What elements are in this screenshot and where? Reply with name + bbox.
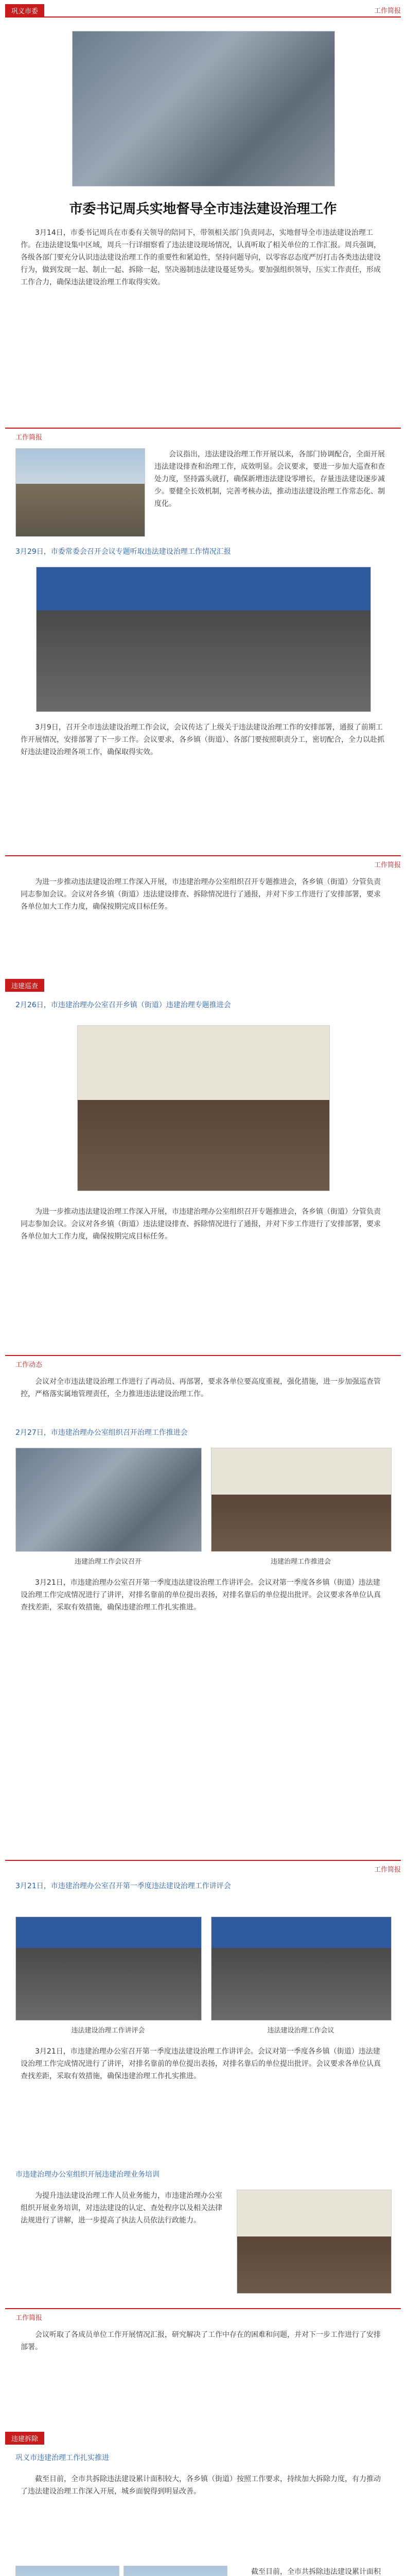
- section-text: 会议指出，违法建设治理工作开展以来，各部门协调配合，全面开展违法建设排查和治理工作，成效明显。会议要求，要进一步加大巡查和查处力度，坚持露头就打，确保新增违法建设零增长，存量违法建设逐步减少。要健全长效机制，完善考核办法，推动违法建设治理工作常态化、制度化。: [154, 450, 385, 508]
- section-label: 工作简报: [15, 434, 43, 442]
- section-divider: [5, 855, 401, 856]
- section-label: 工作动态: [15, 1361, 43, 1369]
- header-divider: [5, 16, 401, 18]
- section-subtitle: 3月21日，市违建治理办公室召开第一季度违法建设治理工作讲评会: [15, 1882, 231, 1890]
- section-text: 3月21日，市违建治理办公室召开第一季度违法建设治理工作讲评会。会议对第一季度各乡镇（街道）违法建设治理工作完成情况进行了讲评，对排名靠前的单位提出表扬，对排名靠后的单位提出批评。会议要求各单位认真查找差距，采取有效措施，确保违建治理工作扎实推进。: [21, 1579, 381, 1612]
- section-text: 截至目前，全市共拆除违法建设累计面积: [251, 2568, 381, 2576]
- article-title: 市委书记周兵实地督导全市违法建设治理工作: [69, 201, 337, 217]
- section-photo: [237, 2190, 392, 2294]
- meeting-photo: [77, 1025, 330, 1191]
- section-tag: 违建巡查: [5, 979, 44, 992]
- section-divider: [5, 1860, 401, 1861]
- section-divider: [5, 2308, 401, 2309]
- section-photo: [15, 448, 145, 537]
- section-divider: [5, 1355, 401, 1356]
- section-subtitle: 市违建治理办公室组织开展违建治理业务培训: [15, 2171, 160, 2179]
- section-text: 为进一步推动违法建设治理工作深入开展，市违建治理办公室组织召开专题推进会，各乡镇（街道）分管负责同志参加会议。会议对各乡镇（街道）违法建设排查、拆除情况进行了通报，并对下步工作进行了安排部署，要求各单位加大工作力度，确保按期完成目标任务。: [21, 878, 381, 911]
- meeting-photo: [36, 567, 371, 712]
- photo-caption: 违建治理工作会议召开: [74, 1558, 142, 1566]
- header: [5, 0, 401, 21]
- document-frame: [5, 0, 401, 2576]
- section-text: 会议听取了各成员单位工作开展情况汇报，研究解决了工作中存在的困难和问题，并对下一步工作进行了安排部署。: [21, 2331, 381, 2351]
- section-tag: 违建拆除: [5, 2432, 44, 2445]
- photo-caption: 违法建设治理工作会议: [267, 2027, 334, 2035]
- org-tag: 巩义市委: [5, 4, 44, 17]
- grid-photo: [15, 2566, 119, 2576]
- section-text: 为提升违法建设治理工作人员业务能力，市违建治理办公室组织开展业务培训，对违法建设的认定、查处程序以及相关法律法规进行了讲解，进一步提高了执法人员依法行政能力。: [21, 2192, 222, 2225]
- section-text: 截至目前，全市共拆除违法建设累计面积较大，各乡镇（街道）按照工作要求，持续加大拆除力度，有力推动了违法建设治理工作深入开展，城乡面貌得到明显改善。: [21, 2475, 381, 2496]
- section-label: 工作简报: [15, 2314, 43, 2322]
- section-photo: [211, 1448, 392, 1552]
- section-subtitle: 巩义市违建治理工作扎实推进: [15, 2454, 109, 2462]
- article-body: 3月14日，市委书记周兵在市委有关领导的陪同下，带领相关部门负责同志，实地督导全市违法建设治理工作。在违法建设集中区域，周兵一行详细察看了违法建设现场情况，认真听取了相关单位的工作汇报。周兵强调，各级各部门要充分认识违法建设治理工作的重要性和紧迫性，坚持问题导向，以零容忍态度严厉打击各类违法建设行为，做到发现一起、制止一起、拆除一起，坚决遏制违法建设蔓延势头。要加强组织领导，压实工作责任，形成工作合力，确保违法建设治理工作取得实效。: [21, 229, 381, 286]
- grid-photo: [123, 2566, 227, 2576]
- section-photo: [15, 1917, 202, 2021]
- section-text: 3月21日，市违建治理办公室召开第一季度违法建设治理工作讲评会。会议对第一季度各乡镇（街道）违法建设治理工作完成情况进行了讲评，对排名靠前的单位提出表扬，对排名靠后的单位提出批评。会议要求各单位认真查找差距，采取有效措施，确保违建治理工作扎实推进。: [21, 2047, 381, 2080]
- section-divider: [5, 428, 401, 429]
- section-text: 3月9日，召开全市违法建设治理工作会议，会议传达了上级关于违法建设治理工作的安排部署，通报了前期工作开展情况，安排部署了下一步工作。会议要求，各乡镇（街道）、各部门要按照职责分工，密切配合，全力以赴抓好违法建设治理各项工作，确保取得实效。: [21, 723, 384, 756]
- section-text: 为进一步推动违法建设治理工作深入开展，市违建治理办公室组织召开专题推进会，各乡镇（街道）分管负责同志参加会议。会议对各乡镇（街道）违法建设排查、拆除情况进行了通报，并对下步工作进行了安排部署，要求各单位加大工作力度，确保按期完成目标任务。: [21, 1208, 381, 1241]
- section-subtitle: 3月29日，市委常委会召开会议专题听取违法建设治理工作情况汇报: [15, 548, 231, 556]
- section-label: 工作简报: [374, 1866, 401, 1874]
- section-label: 工作简报: [374, 7, 401, 15]
- section-subtitle: 2月26日，市违建治理办公室召开乡镇（街道）违建治理专题推进会: [15, 1001, 231, 1009]
- photo-caption: 违建治理工作推进会: [270, 1558, 331, 1566]
- section-subtitle: 2月27日，市违建治理办公室组织召开治理工作推进会: [15, 1429, 188, 1437]
- section-label: 工作简报: [374, 861, 401, 869]
- lead-photo: [72, 31, 335, 187]
- section-text: 会议对全市违法建设治理工作进行了再动员、再部署，要求各单位要高度重视，强化措施，进一步加强巡查管控，严格落实属地管理责任，全力推进违法建设治理工作。: [21, 1378, 381, 1398]
- section-photo: [15, 1448, 202, 1552]
- photo-caption: 违法建设治理工作讲评会: [71, 2027, 145, 2035]
- section-photo: [211, 1917, 392, 2021]
